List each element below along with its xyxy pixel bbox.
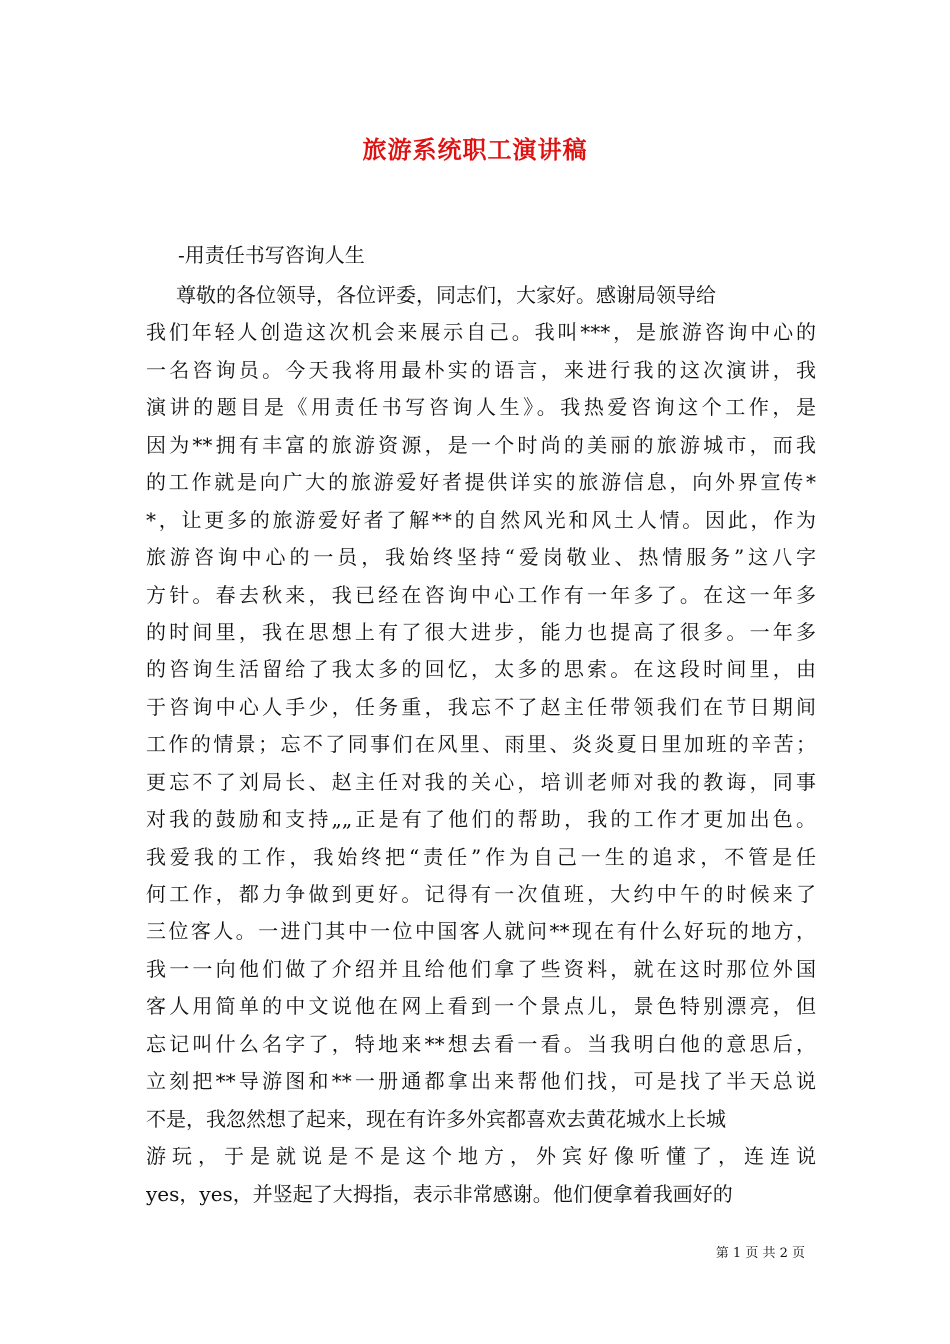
body-line: 因为**拥有丰富的旅游资源，是一个时尚的美丽的旅游城市，而我 [146, 432, 816, 457]
document-subtitle: -用责任书写咨询人生 [178, 243, 365, 267]
body-line: yes，yes，并竖起了大拇指，表示非常感谢。他们便拿着我画好的 [146, 1181, 733, 1206]
body-line: 三位客人。一进门其中一位中国客人就问**现在有什么好玩的地方， [146, 919, 816, 944]
body-line: 工作的情景；忘不了同事们在风里、雨里、炎炎夏日里加班的辛苦； [146, 732, 816, 757]
body-line: 何工作，都力争做到更好。记得有一次值班，大约中午的时候来了 [146, 882, 816, 906]
body-line: 不是，我忽然想了起来，现在有许多外宾都喜欢去黄花城水上长城 [146, 1106, 726, 1131]
body-line: 游玩，于是就说是不是这个地方，外宾好像听懂了，连连说 [146, 1144, 816, 1169]
body-line: 更忘不了刘局长、赵主任对我的关心，培训老师对我的教诲，同事 [146, 769, 816, 794]
document-body [146, 277, 816, 1213]
body-line: 我爱我的工作，我始终把“责任”作为自己一生的追求，不管是任 [146, 844, 816, 869]
body-line: 尊敬的各位领导，各位评委，同志们，大家好。感谢局领导给 [176, 283, 716, 307]
body-line: 我一一向他们做了介绍并且给他们拿了些资料，就在这时那位外国 [146, 956, 816, 981]
document-title: 旅游系统职工演讲稿 [362, 135, 588, 164]
body-line: 方针。春去秋来，我已经在咨询中心工作有一年多了。在这一年多 [146, 582, 816, 607]
body-line: 一名咨询员。今天我将用最朴实的语言，来进行我的这次演讲，我 [146, 357, 816, 382]
body-line: 的时间里，我在思想上有了很大进步，能力也提高了很多。一年多 [146, 619, 816, 644]
body-line: *，让更多的旅游爱好者了解**的自然风光和风土人情。因此，作为 [146, 507, 816, 532]
body-line: 我们年轻人创造这次机会来展示自己。我叫***，是旅游咨询中心的 [146, 320, 816, 345]
body-line: 立刻把**导游图和**一册通都拿出来帮他们找，可是找了半天总说 [146, 1069, 816, 1094]
body-line: 客人用简单的中文说他在网上看到一个景点儿，景色特别漂亮，但 [146, 994, 816, 1019]
body-line: 演讲的题目是《用责任书写咨询人生》。我热爱咨询这个工作，是 [146, 395, 816, 420]
body-line: 的工作就是向广大的旅游爱好者提供详实的旅游信息，向外界宣传* [146, 470, 816, 495]
body-line: 于咨询中心人手少，任务重，我忘不了赵主任带领我们在节日期间 [146, 694, 816, 719]
body-line: 对我的鼓励和支持„„正是有了他们的帮助，我的工作才更加出色。 [146, 807, 816, 832]
body-line: 忘记叫什么名字了，特地来**想去看一看。当我明白他的意思后， [146, 1031, 816, 1056]
page-number-footer: 第 1 页 共 2 页 [715, 1246, 805, 1261]
body-line: 旅游咨询中心的一员，我始终坚持“爱岗敬业、热情服务”这八字 [146, 545, 816, 570]
body-line: 的咨询生活留给了我太多的回忆，太多的思索。在这段时间里，由 [146, 657, 816, 682]
